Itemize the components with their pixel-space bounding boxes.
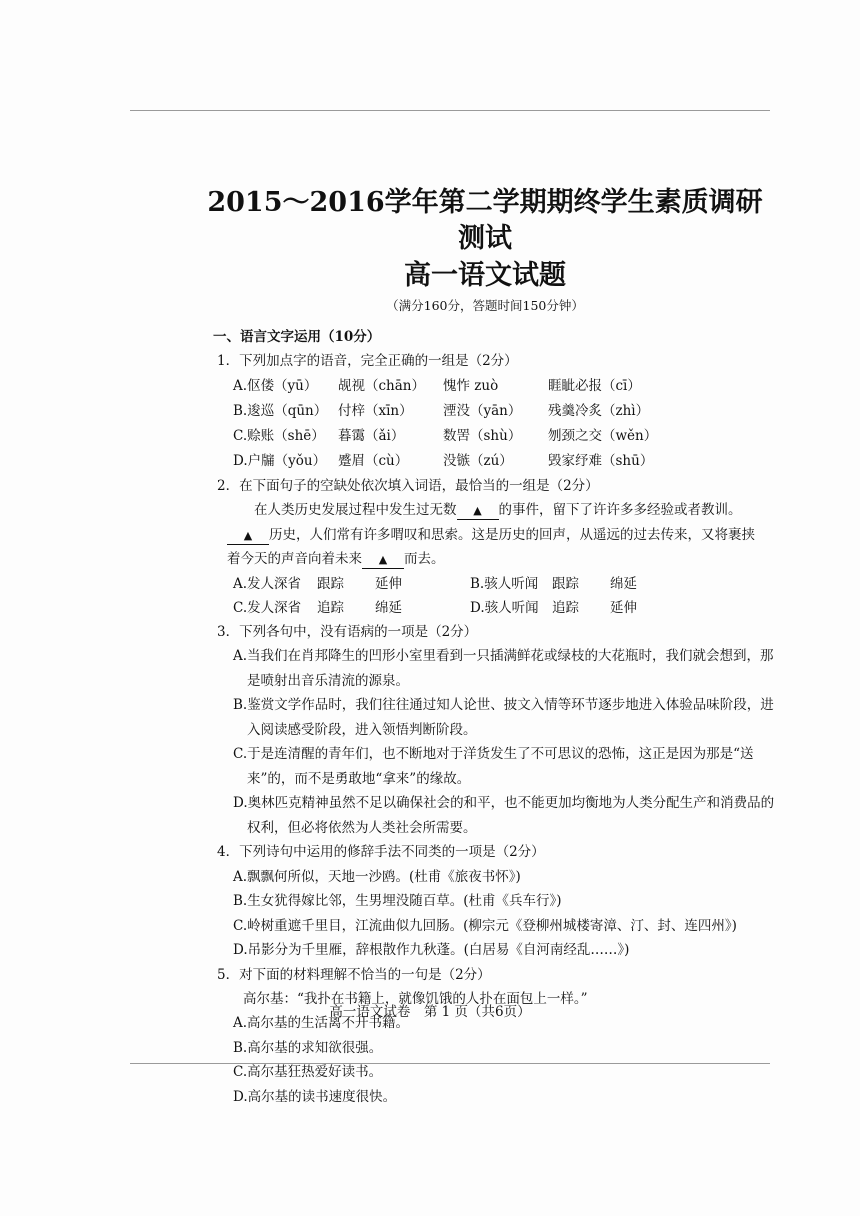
- option-row-c: [233, 424, 765, 449]
- option-cell: 残羹冷炙（zhì）: [548, 402, 650, 419]
- passage-text: 在人类历史发展过程中发生过无数: [254, 502, 457, 518]
- page-footer: 高一语文试卷 第 1 页（共6页）: [329, 1004, 531, 1020]
- bottom-scan-line: [130, 1063, 770, 1064]
- option-cell: 觇视（chān）: [338, 377, 425, 394]
- question-1-stem: 1．下列加点字的语音，完全正确的一组是（2分）: [217, 353, 518, 369]
- question-4-option-d: D.吊影分为千里雁，辞根散作九秋蓬。(白居易《自河南经乱……》): [233, 942, 630, 958]
- question-5-option-a: A.高尔基的生活离不开书籍。: [233, 1015, 410, 1031]
- question-4-option-c: C.岭树重遮千里目，江流曲似九回肠。(柳宗元《登柳州城楼寄漳、汀、封、连四州》): [233, 917, 737, 934]
- option-c-word2: 追踪: [317, 599, 344, 616]
- question-3-stem: 3．下列各句中，没有语病的一项是（2分）: [217, 623, 478, 640]
- question-5-stem: 5．对下面的材料理解不恰当的一句是（2分）: [217, 966, 491, 983]
- question-5-option-b: B.高尔基的求知欲很强。: [233, 1039, 383, 1056]
- question-2-passage: [227, 498, 757, 572]
- question-4-option-a: A.飘飘何所似，天地一沙鸥。(杜甫《旅夜书怀》): [233, 868, 521, 885]
- option-b-word1: B.骇人听闻: [470, 575, 539, 592]
- exam-title: 2015～2016学年第二学期期终学生素质调研测试: [207, 187, 763, 254]
- question-4-stem: 4．下列诗句中运用的修辞手法不同类的一项是（2分）: [217, 844, 545, 860]
- option-cell: 刎颈之交（wěn）: [548, 427, 658, 444]
- option-cell: 毁家纾难（shū）: [548, 452, 654, 469]
- option-cell: C.赊账（shē）: [233, 427, 325, 444]
- question-3-option-b: B.鉴赏文学作品时，我们往往通过知人论世、披文入情等环节逐步地进入体验品味阶段，进入阅读感受阶段，进入领悟判断阶段。: [233, 697, 774, 738]
- question-2-options-ab: [233, 572, 765, 596]
- exam-page: [205, 180, 775, 1109]
- option-a-word2: 跟踪: [317, 575, 344, 592]
- question-2-options-cd: [233, 596, 765, 620]
- option-row-a: [233, 374, 765, 399]
- option-cell: A.伛偻（yū）: [233, 377, 318, 394]
- question-4-option-b: B.生女犹得嫁比邻，生男埋没随百草。(杜甫《兵车行》): [233, 893, 562, 909]
- top-scan-line: [130, 110, 770, 111]
- option-cell: 愧怍 zuò: [443, 377, 499, 394]
- question-3-option-c: C.于是连清醒的青年们，也不断地对于洋货发生了不可思议的恐怖，这正是因为那是“送来”的，而不是勇敢地“拿来”的缘故。: [233, 746, 754, 787]
- exam-subtitle: 高一语文试题: [404, 260, 566, 291]
- blank-1: [457, 503, 499, 520]
- option-d-word1: D.骇人听闻: [470, 599, 539, 616]
- option-a-word1: A.发人深省: [233, 575, 302, 592]
- passage-text: 而去。: [404, 551, 445, 567]
- option-cell: D.户牖（yǒu）: [233, 452, 327, 469]
- question-3-option-d: D.奥林匹克精神虽然不足以确保社会的和平，也不能更加均衡地为人类分配生产和消费品的权利，但必将依然为人类社会所需要。: [233, 795, 775, 836]
- blank-marker: ▲: [378, 553, 388, 566]
- blank-2: [227, 528, 269, 545]
- question-5-option-d: D.高尔基的读书速度很快。: [233, 1088, 397, 1105]
- blank-marker: ▲: [243, 528, 253, 542]
- option-cell: 睚眦必报（cī）: [548, 377, 641, 394]
- score-time-note: （满分160分，答题时间150分钟）: [386, 298, 584, 313]
- option-row-b: [233, 399, 765, 424]
- option-cell: B.逡巡（qūn）: [233, 402, 328, 419]
- question-5-option-c: C.高尔基狂热爱好读书。: [233, 1064, 383, 1080]
- question-5-quote: 高尔基：“我扑在书籍上，就像饥饿的人扑在面包上一样。”: [243, 991, 588, 1007]
- option-cell: 暮霭（ǎi）: [338, 427, 405, 444]
- section-heading: 一、语言文字运用（10分）: [213, 329, 381, 345]
- option-b-word2: 跟踪: [552, 575, 579, 592]
- blank-3: [362, 552, 404, 569]
- option-d-word3: 延伸: [610, 599, 637, 616]
- question-1-options: [233, 374, 765, 474]
- option-cell: 蹙眉（cù）: [338, 452, 409, 469]
- option-cell: 湮没（yān）: [443, 402, 522, 419]
- option-a-word3: 延伸: [375, 575, 402, 592]
- question-3-option-a: A.当我们在肖邦降生的凹形小室里看到一只插满鲜花或绿枝的大花瓶时，我们就会想到，那是喷射出音乐清流的源泉。: [233, 648, 774, 689]
- option-c-word1: C.发人深省: [233, 599, 302, 616]
- option-cell: 数罟（shù）: [443, 427, 522, 444]
- option-b-word3: 绵延: [610, 575, 637, 592]
- question-2-stem: 2．在下面句子的空缺处依次填入词语，最恰当的一组是（2分）: [217, 477, 599, 494]
- option-cell: 付梓（xīn）: [338, 402, 413, 419]
- option-d-word2: 追踪: [552, 599, 579, 616]
- passage-text: 历史，人们常有许多喟叹和思索。这是历史的回声，从遥远的过去传来，又将裹挟着今天的声音向着未来: [227, 526, 755, 567]
- blank-marker: ▲: [473, 504, 482, 517]
- option-c-word3: 绵延: [375, 599, 402, 616]
- option-cell: 没镞（zú）: [443, 452, 513, 469]
- option-row-d: [233, 449, 765, 474]
- passage-text: 的事件，留下了许许多多经验或者教训。: [498, 502, 742, 518]
